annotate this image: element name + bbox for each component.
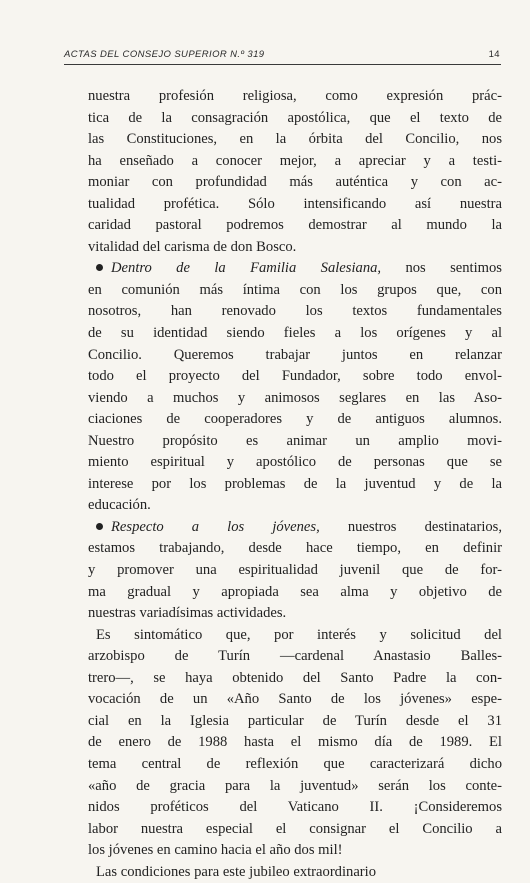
text-line: cial en la Iglesia particular de Turín desde el 31 (88, 712, 502, 729)
text-span: nos sentimos (381, 260, 502, 277)
text-line: nuestras variadísimas actividades. (88, 605, 287, 622)
text-line: los jóvenes en camino hacia el año dos mil! (88, 842, 343, 859)
text-line: vitalidad del carisma de don Bosco. (88, 238, 297, 255)
emphasis-text: Dentro de la Familia Salesiana, (111, 260, 382, 277)
text-span: nuestros destinatarios, (319, 518, 502, 535)
text-line-bullet (88, 258, 502, 280)
text-line: caridad pastoral podremos demostrar al mundo la (88, 217, 502, 234)
text-line: de enero de 1988 hasta el mismo día de 1989. El (88, 734, 502, 751)
text-line-bullet (88, 517, 502, 539)
bullet-icon (96, 264, 103, 271)
text-line: tualidad profética. Sólo intensificando así nuestra (88, 195, 502, 212)
text-line: ha enseñado a conocer mejor, a apreciar y a testi- (88, 152, 502, 169)
text-line: de su identidad siendo fieles a los orígenes y al (88, 325, 502, 342)
header-rule (64, 64, 501, 65)
text-line: Nuestro propósito es animar un amplio movi- (88, 432, 502, 449)
text-line: interese por los problemas de la juventud y de la (88, 475, 502, 492)
text-line: Es sintomático que, por interés y solicitud del (96, 626, 502, 643)
text-line: arzobispo de Turín —cardenal Anastasio Balles- (88, 648, 502, 665)
text-line: nuestra profesión religiosa, como expresión prác- (88, 88, 502, 104)
text-line: Las condiciones para este jubileo extraordinario (96, 863, 377, 880)
text-line: todo el proyecto del Fundador, sobre todo envol- (88, 368, 502, 385)
text-line: miento espiritual y apostólico de personas que se (88, 454, 502, 471)
text-line: Concilio. Queremos trabajar juntos en relanzar (88, 346, 502, 363)
text-line: viendo a muchos y animosos seglares en las Aso- (88, 389, 502, 406)
text-line: educación. (88, 497, 151, 514)
text-line: nosotros, han renovado los textos fundamentales (88, 303, 502, 320)
text-line: ma gradual y apropiada sea alma y objetivo de (88, 583, 502, 600)
text-line: moniar con profundidad más auténtica y con ac- (88, 174, 502, 191)
text-line: en comunión más íntima con los grupos que, con (88, 281, 502, 298)
body-text (88, 86, 502, 883)
text-line: las Constituciones, en la órbita del Concilio, nos (88, 131, 502, 148)
text-line: tema central de reflexión que caracterizará dicho (88, 755, 502, 772)
text-line: estamos trabajando, desde hace tiempo, en definir (88, 540, 502, 557)
running-header (64, 49, 500, 65)
header-title: ACTAS DEL CONSEJO SUPERIOR N.º 319 (64, 49, 265, 60)
text-line: tica de la consagración apostólica, que el texto de (88, 109, 502, 126)
bullet-icon (96, 523, 103, 530)
emphasis-text: Respecto a los jóvenes, (111, 518, 320, 535)
text-line: vocación de un «Año Santo de los jóvenes» espe- (88, 691, 502, 708)
page-number: 14 (488, 49, 500, 60)
text-line: trero—, se haya obtenido del Santo Padre la con- (88, 669, 502, 686)
text-line: «año de gracia para la juventud» serán los conte- (88, 777, 502, 794)
text-line: y promover una espiritualidad juvenil que de for- (88, 562, 502, 579)
text-line: labor nuestra especial el consignar el Concilio a (88, 820, 502, 837)
text-line: nidos proféticos del Vaticano II. ¡Consideremos (88, 799, 502, 816)
text-line: ciaciones de cooperadores y de antiguos alumnos. (88, 411, 502, 428)
